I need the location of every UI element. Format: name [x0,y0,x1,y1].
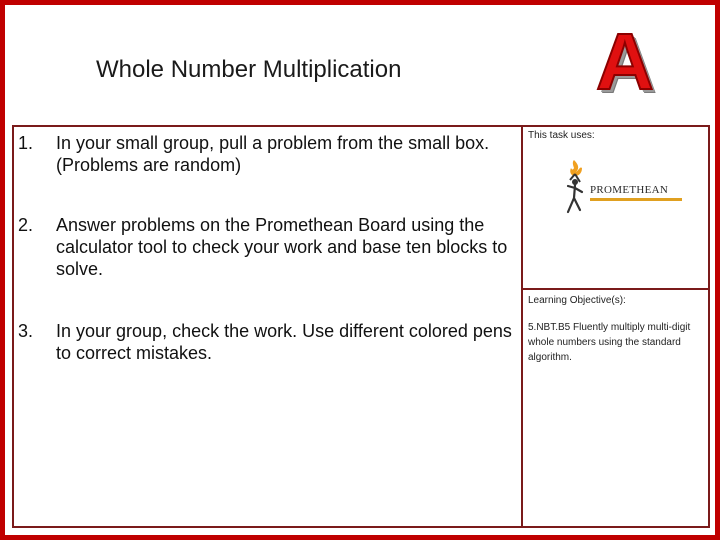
logo-wordmark: PROMETHEAN [590,184,669,196]
promethean-logo [560,158,690,216]
step-number: 2. [18,215,34,235]
sidebar-divider [521,288,710,290]
task-uses-label: This task uses: [528,130,595,141]
torch-figure-icon [560,158,590,214]
step-2 [18,214,518,280]
objective-text: 5.NBT.B5 Fluently multiply multi-digit whole numbers using the standard algorithm. [528,322,691,363]
column-divider [521,125,523,528]
step-text: Answer problems on the Promethean Board using the calculator tool to check your work and base ten blocks to solve. [56,215,508,279]
slide-title: Whole Number Multiplication [96,56,402,83]
step-number: 3. [18,321,34,341]
task-letter: A [596,17,654,106]
step-1 [18,132,518,176]
step-3 [18,320,518,364]
step-text: In your small group, pull a problem from the small box. (Problems are random) [56,133,490,175]
step-text: In your group, check the work. Use different colored pens to correct mistakes. [56,321,512,363]
step-number: 1. [18,133,34,153]
objective-label: Learning Objective(s): [528,295,626,306]
logo-underline [590,198,682,201]
